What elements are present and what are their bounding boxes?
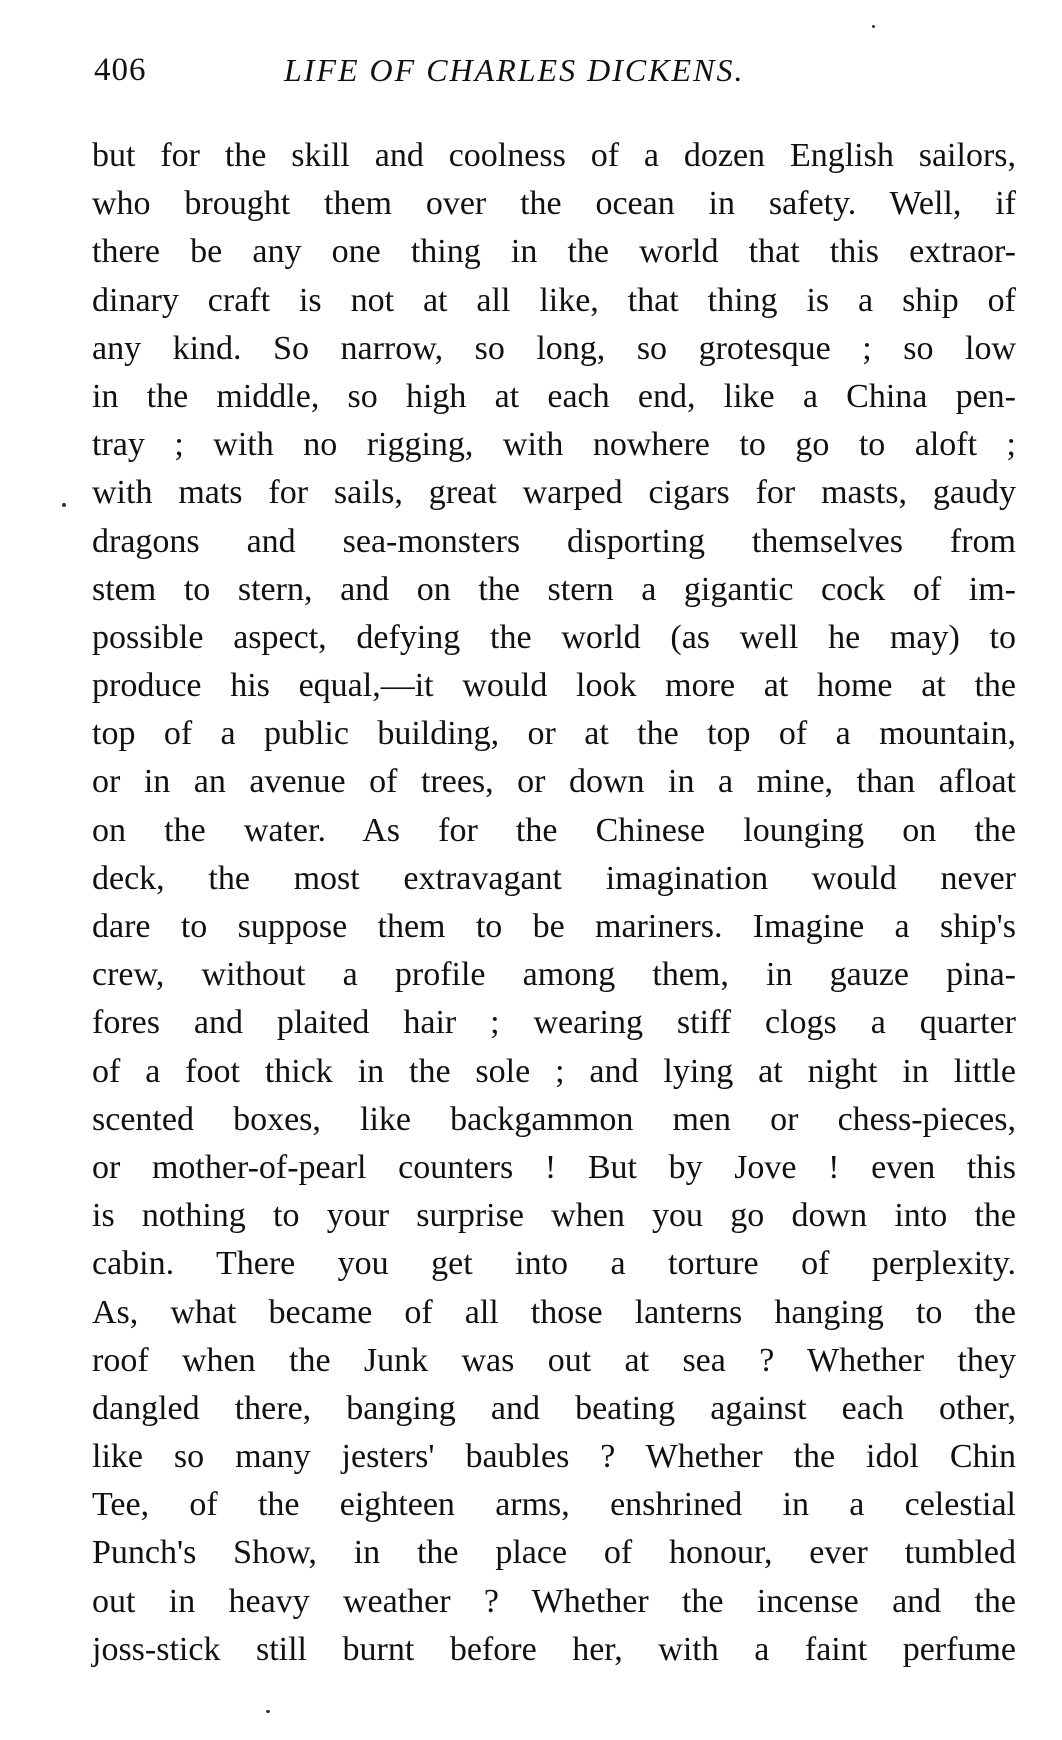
text-line: like so many jesters' baubles ? Whether the idol Chin — [92, 1438, 1016, 1476]
text-line: crew, without a profile among them, in gauze pina- — [92, 956, 1016, 994]
text-line: Punch's Show, in the place of honour, ever tumbled — [92, 1534, 1016, 1572]
text-line: is nothing to your surprise when you go down into the — [92, 1197, 1016, 1235]
paper-speck — [872, 25, 875, 28]
text-line: out in heavy weather ? Whether the incense and the — [92, 1582, 1016, 1620]
text-line: top of a public building, or at the top of a mountain, — [92, 715, 1016, 753]
text-line: any kind. So narrow, so long, so grotesque ; so low — [92, 329, 1016, 367]
text-line: in the middle, so high at each end, like a China pen- — [92, 377, 1016, 415]
text-line: dare to suppose them to be mariners. Imagine a ship's — [92, 908, 1016, 945]
text-line: dragons and sea-monsters disporting themselves from — [92, 522, 1016, 560]
text-line: with mats for sails, great warped cigars for masts, gaudy — [92, 474, 1016, 512]
text-line: or in an avenue of trees, or down in a mine, than afloat — [92, 763, 1016, 801]
text-line: who brought them over the ocean in safety. Well, if — [92, 185, 1016, 223]
running-title: LIFE OF CHARLES DICKENS. — [284, 52, 745, 88]
paper-speck — [266, 1710, 270, 1713]
text-line: cabin. There you get into a torture of perplexity. — [92, 1245, 1016, 1283]
text-line: joss-stick still burnt before her, with a faint perfume — [92, 1630, 1016, 1668]
body-text — [92, 132, 1016, 1674]
text-line: of a foot thick in the sole ; and lying at night in little — [92, 1052, 1016, 1090]
text-line: stem to stern, and on the stern a gigantic cock of im- — [92, 570, 1016, 608]
text-line: deck, the most extravagant imagination would never — [92, 859, 1016, 897]
paper-speck — [62, 503, 66, 507]
text-line: roof when the Junk was out at sea ? Whether they — [92, 1341, 1016, 1379]
text-line: dinary craft is not at all like, that thing is a ship of — [92, 281, 1016, 319]
page-number: 406 — [94, 52, 147, 88]
text-line: Tee, of the eighteen arms, enshrined in a celestial — [92, 1486, 1016, 1524]
text-line: scented boxes, like backgammon men or chess-pieces, — [92, 1100, 1016, 1138]
text-line: on the water. As for the Chinese lounging on the — [92, 811, 1016, 849]
text-line: As, what became of all those lanterns hanging to the — [92, 1293, 1016, 1331]
text-line: dangled there, banging and beating against each other, — [92, 1389, 1016, 1427]
text-line: or mother-of-pearl counters ! But by Jove ! even this — [92, 1148, 1016, 1186]
text-line: produce his equal,—it would look more at home at the — [92, 667, 1016, 705]
text-line: possible aspect, defying the world (as well he may) to — [92, 618, 1016, 656]
text-line: there be any one thing in the world that this extraor- — [92, 233, 1016, 271]
text-line: but for the skill and coolness of a dozen English sailors, — [92, 137, 1016, 174]
page-header — [94, 52, 1014, 102]
text-line: fores and plaited hair ; wearing stiff clogs a quarter — [92, 1004, 1016, 1042]
text-line: tray ; with no rigging, with nowhere to go to aloft ; — [92, 426, 1016, 464]
